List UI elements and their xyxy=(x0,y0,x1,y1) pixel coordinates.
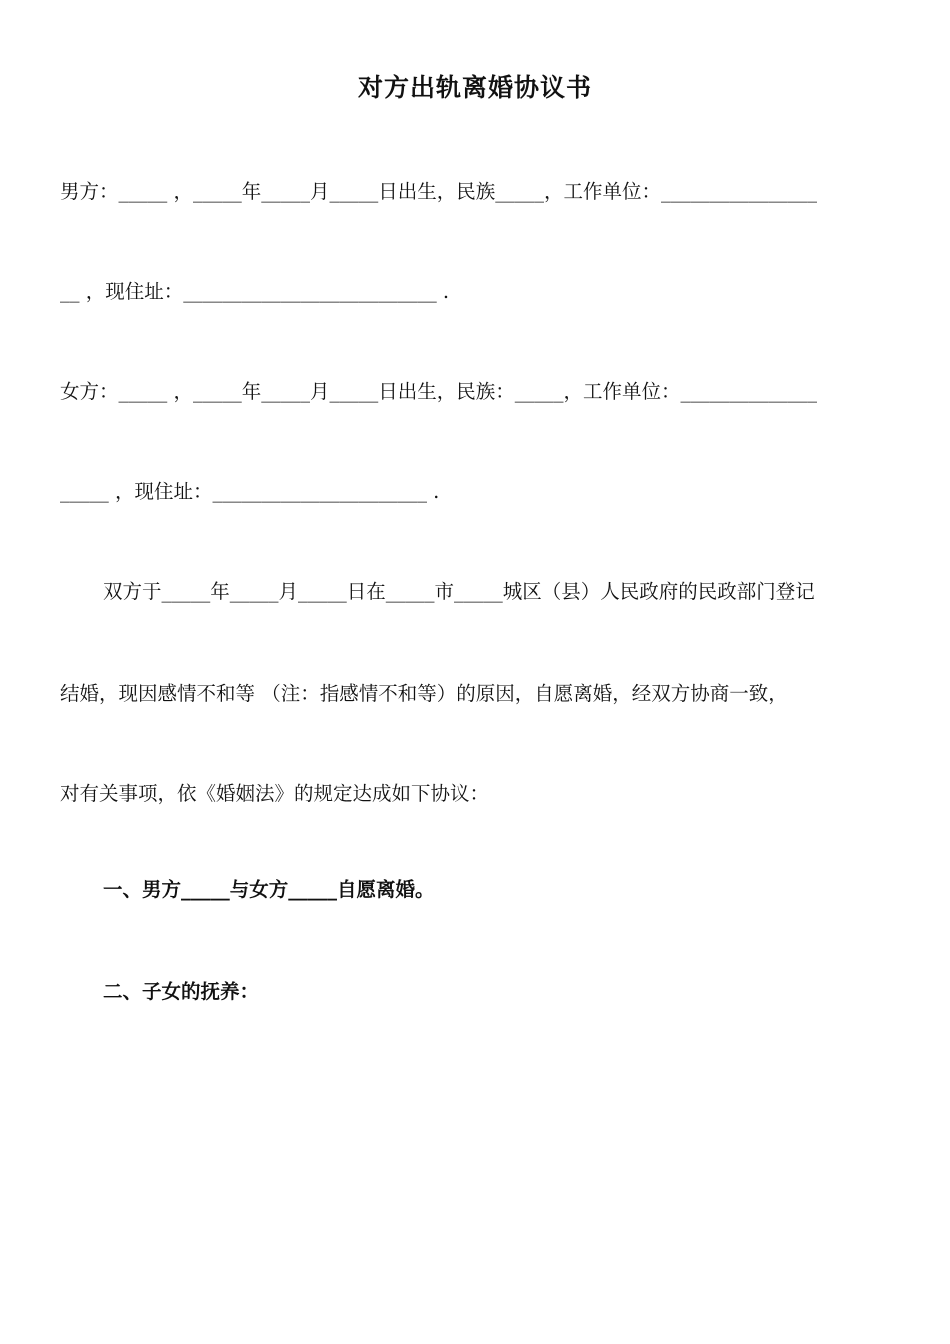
marriage-statement-line-3: 对有关事项，依《婚姻法》的规定达成如下协议： xyxy=(60,782,490,805)
clause-two-heading: 二、子女的抚养： xyxy=(103,980,260,1003)
clause-one: 一、男方_____与女方_____自愿离婚。 xyxy=(103,878,435,901)
wife-info-line-1: 女方：_____ ，_____年_____月_____日出生，民族：_____，工作单位：______________ xyxy=(60,380,817,403)
husband-info-line-2: __ ，现住址：__________________________ . xyxy=(60,280,450,303)
wife-info-line-2: _____ ，现住址：______________________ . xyxy=(60,480,440,503)
marriage-statement-line-2: 结婚，现因感情不和等 （注：指感情不和等）的原因，自愿离婚，经双方协商一致， xyxy=(60,682,788,705)
marriage-statement-line-1: 双方于_____年_____月_____日在_____市_____城区（县）人民政府的民政部门登记 xyxy=(103,580,815,603)
husband-info-line-1: 男方：_____ ，_____年_____月_____日出生，民族_____，工作单位：________________ xyxy=(60,180,817,203)
document-title: 对方出轨离婚协议书 xyxy=(357,73,592,102)
